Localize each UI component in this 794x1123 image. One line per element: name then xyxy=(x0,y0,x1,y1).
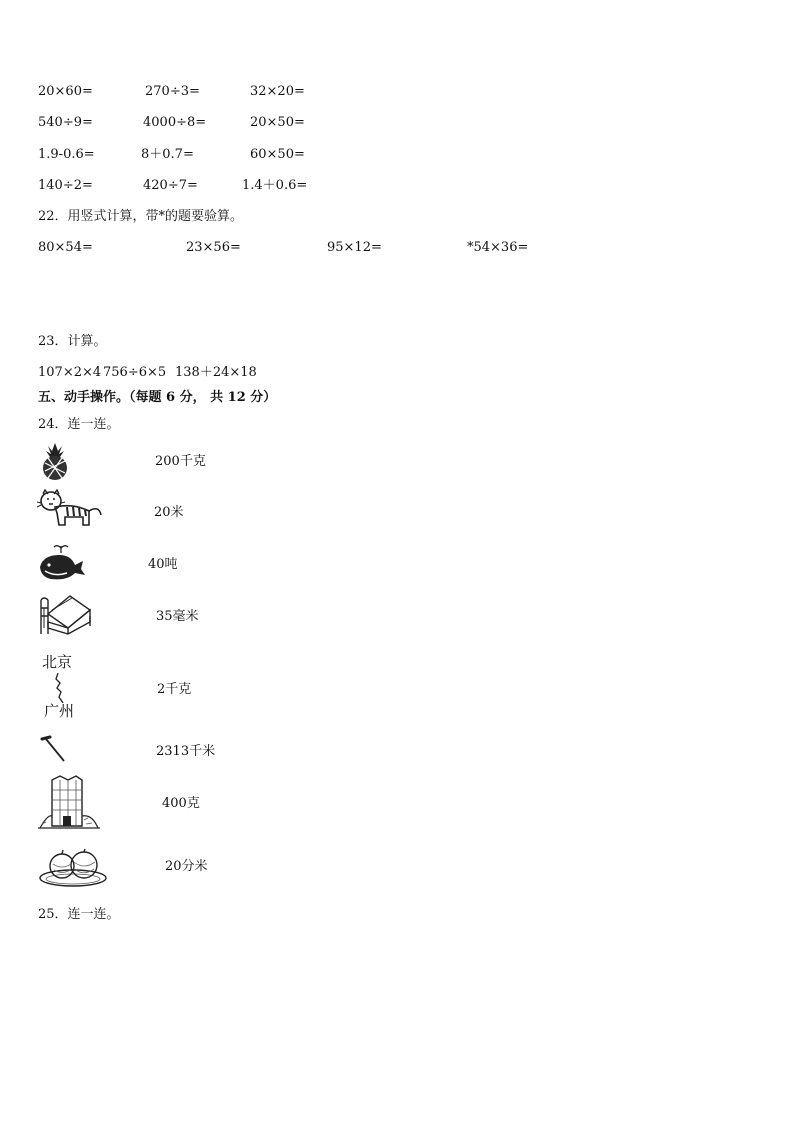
oral-calc-item: 20×60= xyxy=(38,84,93,99)
q24-label: 400克 xyxy=(162,796,200,811)
oral-calc-item: 8＋0.7= xyxy=(141,147,194,162)
map-label-bottom: 广州 xyxy=(44,702,75,720)
section-5-title: 五、动手操作。（每题 6 分， 共 12 分） xyxy=(38,390,277,405)
beijing-guangzhou-map-icon xyxy=(40,653,84,725)
q22-item: 23×56= xyxy=(186,240,241,255)
q24-label: 40吨 xyxy=(148,557,178,572)
q24-label: 200千克 xyxy=(155,454,206,469)
oral-calc-item: 60×50= xyxy=(250,147,305,162)
question-22-title: 22．用竖式计算，带*的题要验算。 xyxy=(38,209,244,224)
q22-item: *54×36= xyxy=(467,240,529,255)
tiger-icon xyxy=(37,489,103,531)
oral-calc-item: 420÷7= xyxy=(143,178,198,193)
question-25-title: 25．连一连。 xyxy=(38,907,120,922)
question-24-title: 24．连一连。 xyxy=(38,417,120,432)
oral-calc-item: 540÷9= xyxy=(38,115,93,130)
oral-calc-item: 270÷3= xyxy=(145,84,200,99)
pineapple-icon xyxy=(38,441,72,481)
apples-plate-icon xyxy=(38,848,108,888)
q22-item: 95×12= xyxy=(327,240,382,255)
q24-label: 20米 xyxy=(154,505,184,520)
whale-icon xyxy=(37,543,87,583)
q23-item: 756÷6×5 xyxy=(103,365,167,380)
q23-item: 138＋24×18 xyxy=(175,365,257,380)
nail-icon xyxy=(40,735,68,765)
oral-calc-item: 4000÷8= xyxy=(143,115,207,130)
oral-calc-item: 32×20= xyxy=(250,84,305,99)
q24-label: 2千克 xyxy=(157,682,192,697)
q22-item: 80×54= xyxy=(38,240,93,255)
bed-icon xyxy=(38,592,92,636)
map-label-top: 北京 xyxy=(42,653,73,671)
building-icon xyxy=(38,774,100,830)
oral-calc-item: 1.9-0.6= xyxy=(38,147,95,162)
q24-label: 2313千米 xyxy=(156,744,216,759)
q23-item: 107×2×4 xyxy=(38,365,102,380)
q24-label: 20分米 xyxy=(165,859,208,874)
question-23-title: 23．计算。 xyxy=(38,334,107,349)
oral-calc-item: 20×50= xyxy=(250,115,305,130)
q24-label: 35毫米 xyxy=(156,609,199,624)
oral-calc-item: 140÷2= xyxy=(38,178,93,193)
oral-calc-item: 1.4＋0.6= xyxy=(242,178,308,193)
